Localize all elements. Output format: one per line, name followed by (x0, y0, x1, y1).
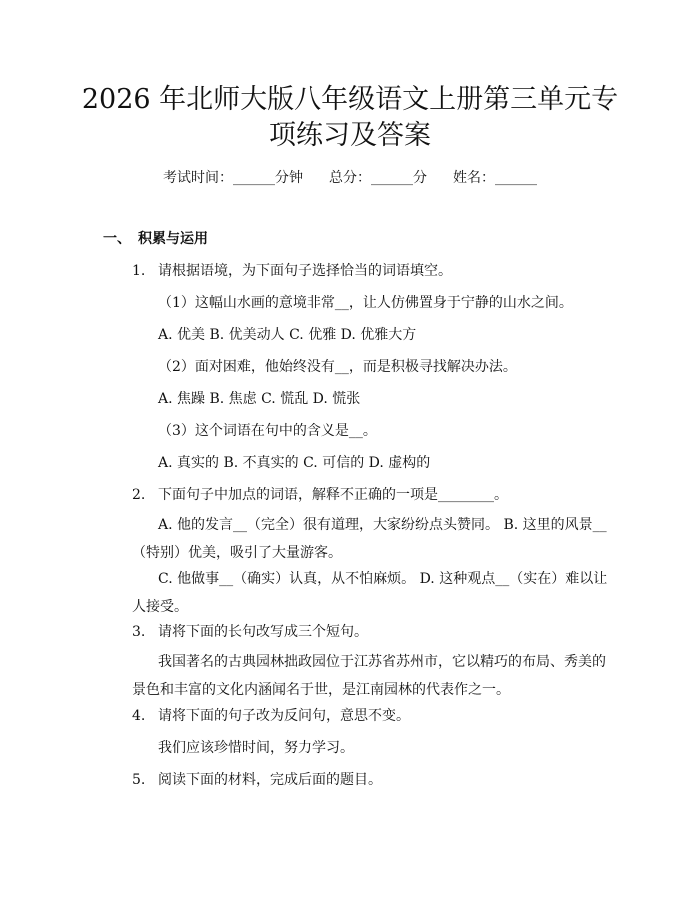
question-3-passage: 我国著名的古典园林拙政园位于江苏省苏州市，它以精巧的布局、秀美的景色和丰富的文化内涵闻名于世，是江南园林的代表作之一。 (132, 654, 606, 698)
document-title-line1: 2026 年北师大版八年级语文上册第三单元专 (81, 84, 619, 115)
section-number: 一、 (103, 231, 131, 247)
question-2-options-ab: A. 他的发言__（完全）很有道理，大家纷纷点头赞同。 B. 这里的风景__（特别）优美，吸引了大量游客。 (132, 517, 607, 561)
question-2-number: 2. (132, 487, 146, 503)
question-3-stem: 请将下面的长句改写成三个短句。 (158, 624, 368, 640)
exam-time-field: 考试时间：______分钟 (163, 170, 303, 186)
question-1-stem: 请根据语境，为下面句子选择恰当的词语填空。 (158, 263, 452, 279)
section-title: 积累与运用 (138, 231, 208, 247)
question-4-number: 4. (132, 708, 146, 724)
question-3-number: 3. (132, 624, 146, 640)
section-heading (103, 228, 208, 248)
question-5-number: 5. (132, 772, 146, 788)
exam-meta (0, 167, 700, 187)
student-name-field: 姓名：______ (453, 170, 537, 186)
document-title-line2: 项练习及答案 (269, 120, 431, 151)
question-1-sub1: （1）这幅山水画的意境非常__，让人仿佛置身于宁静的山水之间。 (158, 295, 573, 311)
question-2-stem: 下面句子中加点的词语，解释不正确的一项是________。 (158, 487, 508, 503)
question-1-number: 1. (132, 263, 146, 279)
question-5-stem: 阅读下面的材料，完成后面的题目。 (158, 772, 382, 788)
question-1-options2: A. 焦躁 B. 焦虑 C. 慌乱 D. 慌张 (158, 391, 361, 407)
total-score-field: 总分：______分 (329, 170, 427, 186)
question-4-stem: 请将下面的句子改为反问句，意思不变。 (158, 708, 410, 724)
question-4-sentence: 我们应该珍惜时间，努力学习。 (158, 740, 354, 756)
question-2-options-cd: C. 他做事__（确实）认真，从不怕麻烦。 D. 这种观点__（实在）难以让人接受。 (132, 571, 608, 615)
question-1-sub3: （3）这个词语在句中的含义是__。 (158, 423, 377, 439)
question-1-sub2: （2）面对困难，他始终没有__，而是积极寻找解决办法。 (158, 359, 517, 375)
question-1-options1: A. 优美 B. 优美动人 C. 优雅 D. 优雅大方 (158, 327, 417, 343)
question-1-options3: A. 真实的 B. 不真实的 C. 可信的 D. 虚构的 (158, 455, 431, 471)
